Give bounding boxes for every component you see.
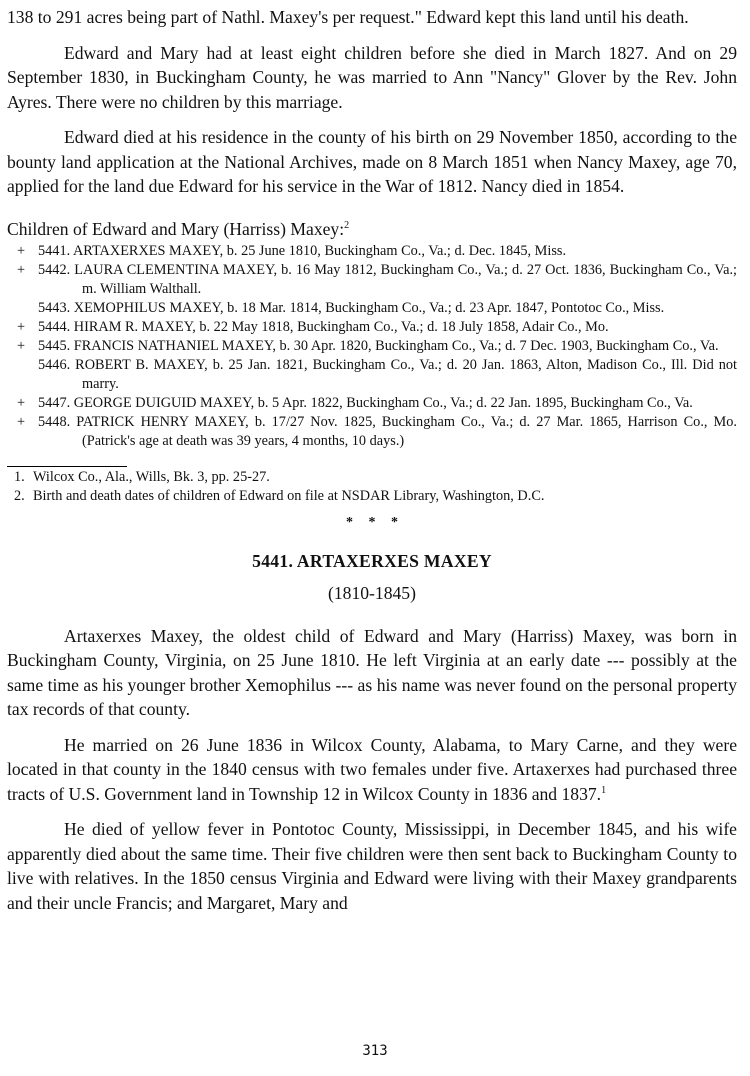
paragraph-text: He married on 26 June 1836 in Wilcox County, Alabama, to Mary Carne, and they were located in that county in the 1840 census with two females under five. Artaxerxes had purchased three tracts of U.S. Government land in Township 12 in Wilcox County in 1836 and 1837. (7, 734, 737, 804)
footnotes (7, 467, 737, 507)
paragraph-artaxerxes-death: He died of yellow fever in Pontotoc County, Mississippi, in December 1845, and his wife apparently died about the same time. Their five children were then sent back to Buckingham County to live with relatives. In the 1850 census Virginia and Edward were living with their Maxey grandparents and their uncle Francis; and Margaret, Mary and (7, 819, 737, 913)
child-entry (7, 356, 737, 394)
children-list (7, 242, 737, 451)
section-heading: 5441. ARTAXERXES MAXEY (252, 550, 492, 571)
descendant-mark: + (17, 261, 26, 278)
child-text: 5441. ARTAXERXES MAXEY, b. 25 June 1810, Buckingham Co., Va.; d. Dec. 1845, Miss. (38, 242, 567, 259)
child-text: 5443. XEMOPHILUS MAXEY, b. 18 Mar. 1814, Buckingham Co., Va.; d. 23 Apr. 1847, Pontotoc Co., Miss. (38, 299, 665, 316)
descendant-mark: + (17, 318, 26, 335)
child-text: 5448. PATRICK HENRY MAXEY, b. 17/27 Nov. 1825, Buckingham Co., Va.; d. 27 Mar. 1865, Harrison Co., Mo. (Patrick's age at death was 39 years, 4 months, 10 days.) (38, 413, 737, 449)
child-entry (7, 394, 737, 413)
footnote-ref-1: 1 (601, 784, 607, 796)
descendant-mark: + (17, 337, 26, 354)
child-entry (7, 242, 737, 261)
child-entry (7, 413, 737, 451)
footnote (7, 468, 737, 488)
paragraph-marriage: Edward and Mary had at least eight children before she died in March 1827. And on 29 September 1830, in Buckingham County, he was married to Ann "Nancy" Glover by the Rev. John Ayres. There were no children by this marriage. (7, 42, 737, 112)
child-text: 5447. GEORGE DUIGUID MAXEY, b. 5 Apr. 1822, Buckingham Co., Va.; d. 22 Jan. 1895, Buckingham Co., Va. (38, 394, 693, 411)
descendant-mark: + (17, 413, 26, 430)
child-entry (7, 299, 737, 318)
child-text: 5444. HIRAM R. MAXEY, b. 22 May 1818, Buckingham Co., Va.; d. 18 July 1858, Adair Co., Mo. (38, 318, 609, 335)
children-heading-text: Children of Edward and Mary (Harriss) Maxey: (7, 218, 345, 239)
section-separator: * * * (346, 514, 404, 530)
child-text: 5446. ROBERT B. MAXEY, b. 25 Jan. 1821, Buckingham Co., Va.; d. 20 Jan. 1863, Alton, Madison Co., Ill. Did not marry. (38, 356, 737, 392)
child-entry (7, 261, 737, 299)
descendant-mark: + (17, 394, 26, 411)
footnote-text: Birth and death dates of children of Edward on file at NSDAR Library, Washington, D.C. (33, 488, 545, 504)
paragraph-artaxerxes-birth: Artaxerxes Maxey, the oldest child of Edward and Mary (Harriss) Maxey, was born in Buckingham County, Virginia, on 25 June 1810. He left Virginia at an early date --- possibly at the same time as his younger brother Xemophilus --- as his name was never found on the personal property tax records of that county. (7, 625, 737, 719)
paragraph-artaxerxes-marriage (7, 733, 737, 807)
child-text: 5445. FRANCIS NATHANIEL MAXEY, b. 30 Apr. 1820, Buckingham Co., Va.; d. 7 Dec. 1903, Buckingham Co., Va. (38, 337, 719, 354)
child-entry (7, 337, 737, 356)
child-text: 5442. LAURA CLEMENTINA MAXEY, b. 16 May 1812, Buckingham Co., Va.; d. 27 Oct. 1836, Buckingham Co., Va.; m. William Walthall. (38, 261, 737, 297)
children-heading (7, 217, 737, 241)
footnote (7, 487, 737, 507)
descendant-mark: + (17, 242, 26, 259)
page (7, 5, 737, 915)
page-number: 313 (362, 1043, 388, 1059)
footnote-ref-2: 2 (344, 219, 350, 231)
child-entry (7, 318, 737, 337)
paragraph-death: Edward died at his residence in the county of his birth on 29 November 1850, according to the bounty land application at the National Archives, made on 8 March 1851 when Nancy Maxey, age 70, applied for the land due Edward for his service in the War of 1812. Nancy died in 1854. (7, 127, 737, 196)
footnote-number: 1. (14, 468, 25, 485)
paragraph-continuation: 138 to 291 acres being part of Nathl. Maxey's per request." Edward kept this land until his death. (7, 7, 689, 27)
footnote-number: 2. (14, 488, 25, 504)
section-years: (1810-1845) (328, 582, 416, 603)
footnote-text: Wilcox Co., Ala., Wills, Bk. 3, pp. 25-27. (33, 468, 270, 485)
